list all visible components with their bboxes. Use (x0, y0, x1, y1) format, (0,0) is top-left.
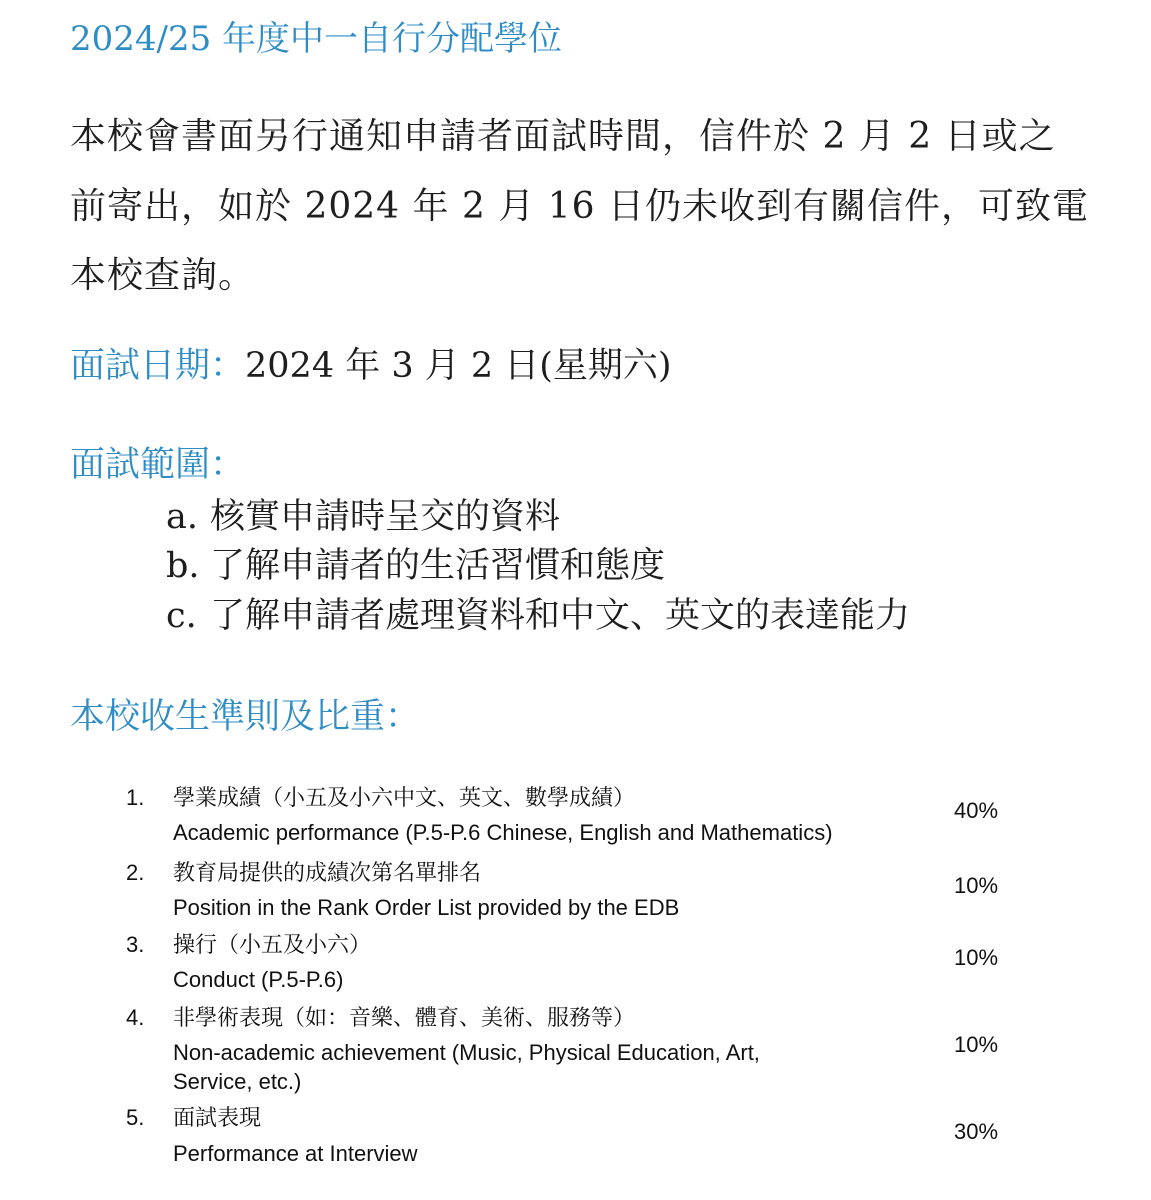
criteria-item-chinese: 非學術表現（如：音樂、體育、美術、服務等） (173, 1005, 636, 1030)
page-title: 2024/25 年度中一自行分配學位 (70, 19, 563, 59)
criteria-item-number: 4. (126, 1005, 145, 1030)
criteria-item-english: Conduct (P.5-P.6) (173, 967, 344, 992)
criteria-item-chinese: 操行（小五及小六） (173, 932, 372, 957)
criteria-heading: 本校收生準則及比重： (70, 697, 421, 737)
criteria-item-english: Non-academic achievement (Music, Physical Education, Art, (173, 1040, 760, 1065)
criteria-item-number: 2. (126, 860, 145, 885)
criteria-item-english: Position in the Rank Order List provided by the EDB (173, 895, 680, 920)
scope-item-letter: c. (166, 596, 197, 636)
criteria-item-weight: 30% (954, 1119, 999, 1144)
scope-item-letter: a. (166, 497, 198, 537)
notice-line: 前寄出，如於 2024 年 2 月 16 日仍未收到有關信件，可致電 (70, 186, 1089, 227)
interview-date-label: 面試日期： (70, 346, 246, 386)
interview-date-value: 2024 年 3 月 2 日(星期六) (245, 346, 672, 386)
criteria-item-number: 1. (126, 785, 145, 810)
scope-item (166, 492, 560, 542)
criteria-item-number: 3. (126, 932, 145, 957)
interview-scope-heading: 面試範圍： (70, 445, 246, 485)
scope-item-text: 核實申請時呈交的資料 (210, 497, 561, 537)
scope-item (166, 591, 910, 641)
scope-item-text: 了解申請者處理資料和中文、英文的表達能力 (210, 596, 911, 636)
scope-item (166, 541, 665, 591)
notice-line: 本校查詢。 (70, 255, 256, 296)
criteria-item-chinese: 學業成績（小五及小六中文、英文、數學成績） (173, 785, 636, 810)
criteria-item-number: 5. (126, 1105, 145, 1130)
criteria-item-english: Performance at Interview (173, 1141, 418, 1166)
criteria-item-english-continued: Service, etc.) (173, 1069, 302, 1094)
criteria-item-weight: 40% (954, 798, 999, 823)
scope-item-letter: b. (166, 546, 200, 586)
criteria-item-english: Academic performance (P.5-P.6 Chinese, English and Mathematics) (173, 820, 833, 845)
criteria-item-chinese: 教育局提供的成績次第名單排名 (173, 860, 482, 885)
criteria-item-weight: 10% (954, 1032, 999, 1057)
criteria-item-chinese: 面試表現 (173, 1105, 262, 1130)
notice-line: 本校會書面另行通知申請者面試時間，信件於 2 月 2 日或之 (70, 116, 1056, 157)
interview-date-row (70, 341, 672, 391)
scope-item-text: 了解申請者的生活習慣和態度 (210, 546, 666, 586)
criteria-item-weight: 10% (954, 945, 999, 970)
criteria-item-weight: 10% (954, 873, 999, 898)
